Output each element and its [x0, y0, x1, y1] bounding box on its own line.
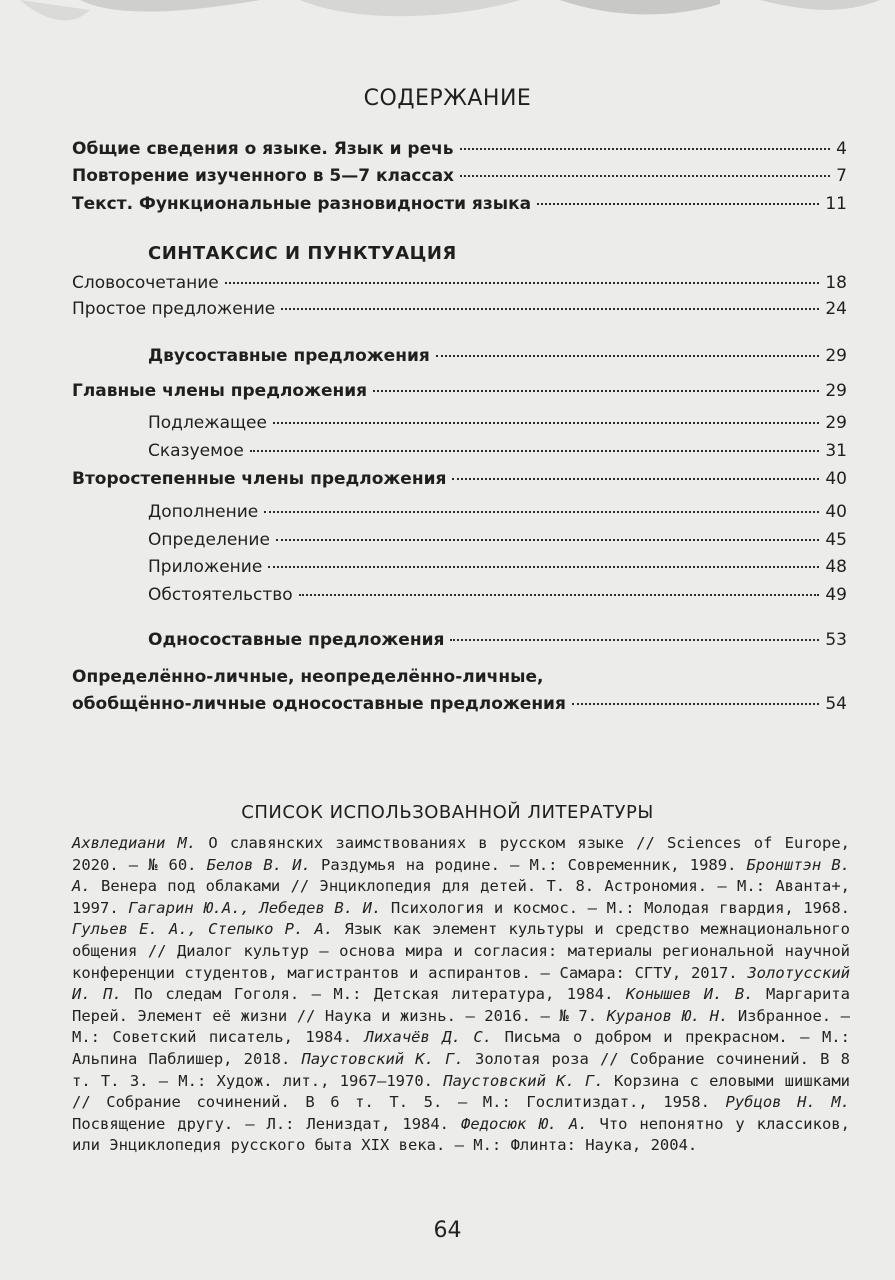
- section-title-syntax: СИНТАКСИС И ПУНКТУАЦИЯ: [148, 243, 457, 264]
- dot-leader: [460, 175, 830, 177]
- page-number: 64: [433, 1218, 462, 1243]
- toc-title: СОДЕРЖАНИЕ: [363, 86, 532, 111]
- dot-leader: [373, 390, 819, 392]
- decorative-foliage-graphic: [0, 0, 895, 40]
- dot-leader: [264, 511, 819, 513]
- dot-leader: [268, 566, 819, 568]
- toc-entry-label: Повторение изученного в 5—7 классах: [72, 166, 455, 186]
- bib-text: Что непонятно у классиков, или Энциклопедия русского быта XIX века. — М.: Флинта: Наука, 2004.: [72, 1114, 850, 1155]
- toc-entry[interactable]: [72, 194, 847, 220]
- toc-entry-page: 40: [825, 469, 847, 489]
- bib-text: Посвящение другу. — Л.: Лениздат, 1984.: [72, 1114, 450, 1133]
- bib-author: Золотусский И. П.: [72, 963, 850, 1004]
- toc-entry-label: Дополнение: [148, 502, 259, 522]
- bib-author: Паустовский К. Г.: [443, 1071, 604, 1090]
- dot-leader: [450, 639, 819, 641]
- bib-text: По следам Гоголя. — М.: Детская литература, 1984.: [134, 985, 614, 1004]
- bib-text: Венера под облаками // Энциклопедия для детей. Т. 8. Астрономия. — М.: Аванта+, 1997.: [72, 877, 850, 917]
- toc-entry-label-line1: Определённо-личные, неопределённо-личные,: [72, 667, 544, 687]
- toc-entry-label: Простое предложение: [72, 299, 276, 319]
- dot-leader: [572, 703, 819, 705]
- bib-author: Паустовский К. Г.: [301, 1049, 464, 1068]
- toc-entry-page: 4: [836, 139, 847, 159]
- bib-text: О славянских заимствованиях в русском языке // Sciences of Europe, 2020. — № 60.: [72, 834, 850, 874]
- toc-entry-page: 31: [825, 441, 847, 461]
- toc-entry-label: Обстоятельство: [148, 585, 293, 605]
- toc-entry-page: 29: [825, 381, 847, 401]
- toc-entry-page: 7: [836, 166, 847, 186]
- bib-author: Конышев И. В.: [625, 985, 754, 1004]
- toc-entry-page: 11: [825, 194, 847, 214]
- dot-leader: [436, 355, 820, 357]
- toc-entry-label: Словосочетание: [72, 273, 219, 293]
- toc-entry-page: 29: [825, 413, 847, 433]
- dot-leader: [281, 308, 819, 310]
- toc-entry-label: обобщённо-личные односоставные предложения: [72, 694, 566, 714]
- bib-text: Корзина с еловыми шишками // Собрание сочинений. В 6 т. Т. 5. — М.: Гослитиздат., 1958.: [72, 1071, 850, 1112]
- toc-entry[interactable]: [148, 530, 847, 556]
- bib-author: Рубцов Н. М.: [725, 1093, 850, 1112]
- toc-entry-label: Второстепенные члены предложения: [72, 469, 447, 489]
- bib-author: Федосюк Ю. А.: [460, 1114, 588, 1133]
- bib-text: Маргарита Перей. Элемент её жизни // Наука и жизнь. — 2016. — № 7.: [72, 985, 850, 1025]
- toc-entry-page: 29: [825, 346, 847, 366]
- bib-author: Ахвледиани М.: [72, 834, 197, 852]
- dot-leader: [273, 422, 819, 424]
- bib-author: Гагарин Ю.А., Лебедев В. И.: [128, 898, 382, 917]
- bib-author: Белов В. И.: [206, 855, 311, 874]
- bib-text: Язык как элемент культуры и средство межнационального общения // Диалог культур — основа мира и согласия: материалы региональной научной конференции студентов, магистрантов и аспирантов. — Самара: СГТУ, 2017.: [72, 920, 850, 982]
- toc-entry-page: 53: [825, 630, 847, 650]
- bibliography-text: [72, 833, 850, 1157]
- toc-entry-page: 48: [825, 557, 847, 577]
- toc-entry-label: Подлежащее: [148, 413, 267, 433]
- dot-leader: [225, 282, 820, 284]
- toc-entry[interactable]: [72, 299, 847, 325]
- bibliography-title: СПИСОК ИСПОЛЬЗОВАННОЙ ЛИТЕРАТУРЫ: [241, 802, 654, 823]
- bib-author: Куранов Ю. Н.: [606, 1006, 729, 1025]
- toc-entry[interactable]: [148, 346, 847, 372]
- dot-leader: [452, 478, 819, 480]
- toc-entry[interactable]: [148, 585, 847, 611]
- bib-author: Лихачёв Д. С.: [364, 1028, 493, 1047]
- bib-text: Письма о добром и прекрасном. — М.: Альпина Паблишер, 2018.: [72, 1028, 850, 1068]
- toc-entry[interactable]: [72, 381, 847, 407]
- toc-entry-page: 40: [825, 502, 847, 522]
- toc-entry[interactable]: [148, 413, 847, 439]
- dot-leader: [276, 539, 819, 541]
- toc-entry-label: Определение: [148, 530, 270, 550]
- toc-entry[interactable]: [148, 441, 847, 467]
- bib-text: Раздумья на родине. — М.: Современник, 1989.: [321, 855, 737, 874]
- dot-leader: [460, 148, 831, 150]
- bib-text: Избранное. — М.: Советский писатель, 1984.: [72, 1006, 850, 1047]
- toc-entry[interactable]: [148, 502, 847, 528]
- bib-text: Золотая роза // Собрание сочинений. В 8 т. Т. 3. — М.: Худож. лит., 1967—1970.: [72, 1049, 850, 1090]
- toc-entry-label: Сказуемое: [148, 441, 244, 461]
- toc-entry[interactable]: [148, 630, 847, 656]
- toc-entry-label: Общие сведения о языке. Язык и речь: [72, 139, 454, 159]
- dot-leader: [537, 203, 819, 205]
- toc-entry-label: Приложение: [148, 557, 263, 577]
- toc-entry[interactable]: [72, 166, 847, 192]
- toc-entry[interactable]: [72, 694, 847, 720]
- toc-entry[interactable]: [72, 469, 847, 495]
- bib-text: Психология и космос. — М.: Молодая гвардия, 1968.: [390, 898, 850, 917]
- toc-entry-page: 54: [825, 694, 847, 714]
- toc-entry[interactable]: [148, 557, 847, 583]
- toc-entry-page: 49: [825, 585, 847, 605]
- toc-entry-page: 18: [825, 273, 847, 293]
- toc-entry-label: Двусоставные предложения: [148, 346, 430, 366]
- bib-author: Бронштэн В. А.: [72, 855, 850, 896]
- toc-entry[interactable]: [72, 139, 847, 165]
- toc-entry-label: Односоставные предложения: [148, 630, 445, 650]
- toc-entry-page: 45: [825, 530, 847, 550]
- bib-author: Гульев Е. А., Степыко Р. А.: [72, 920, 334, 939]
- toc-entry-label: Главные члены предложения: [72, 381, 368, 401]
- toc-entry[interactable]: [72, 273, 847, 299]
- dot-leader: [299, 594, 820, 596]
- dot-leader: [250, 450, 820, 452]
- toc-entry-label: Текст. Функциональные разновидности языка: [72, 194, 532, 214]
- toc-entry-page: 24: [825, 299, 847, 319]
